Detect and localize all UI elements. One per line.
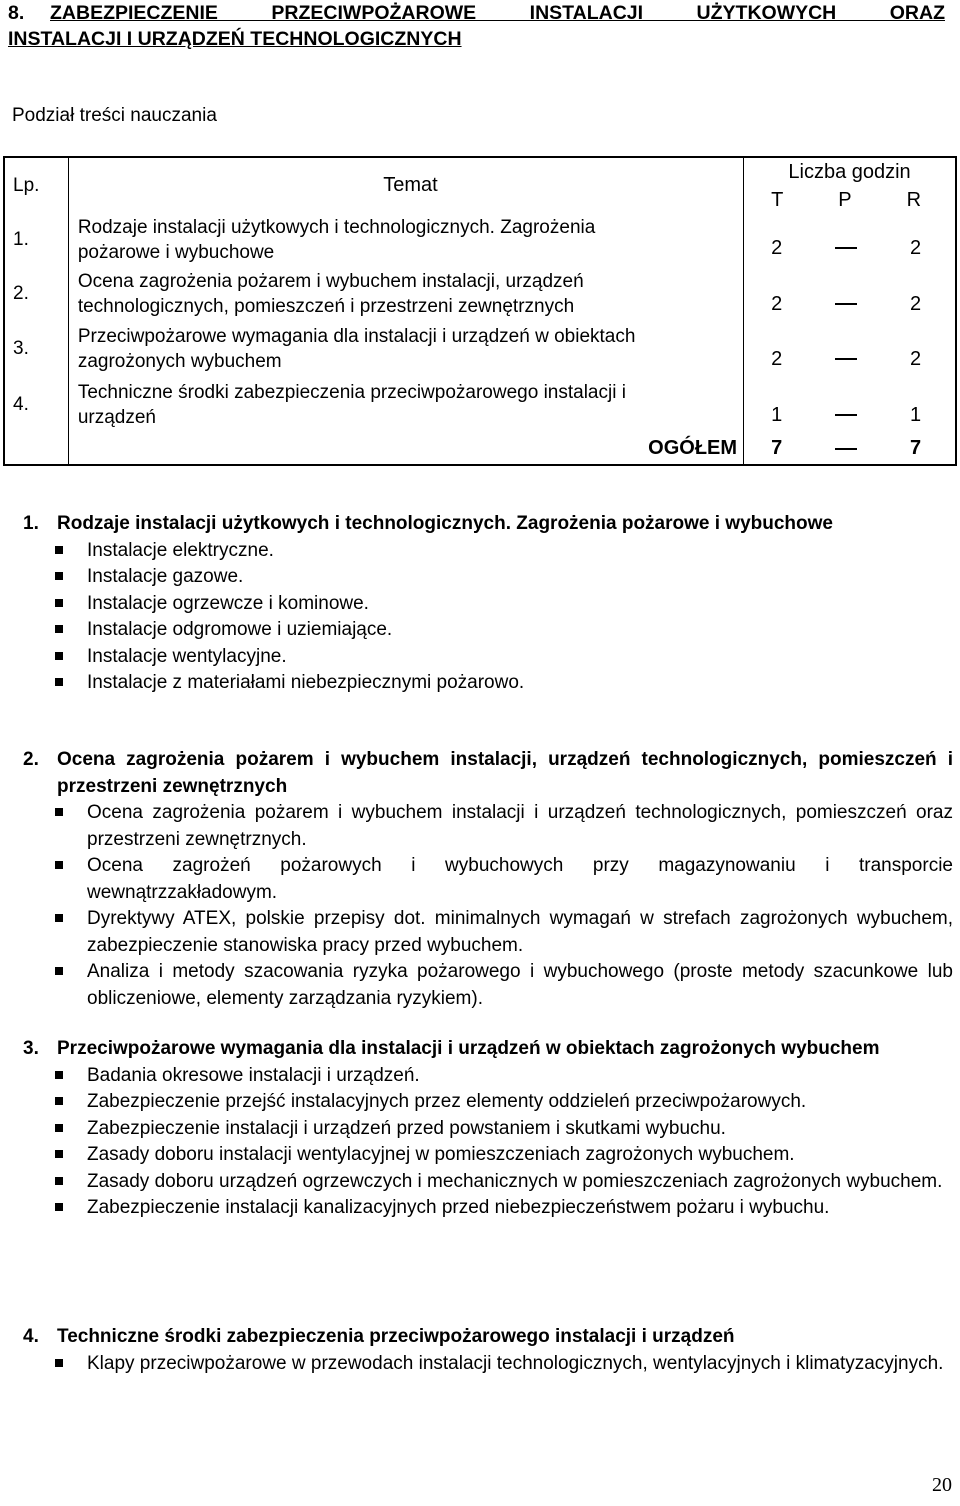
square-bullet-icon	[55, 861, 63, 869]
list-item-text: Badania okresowe instalacji i urządzeń.	[87, 1064, 420, 1086]
hours-table	[3, 156, 957, 466]
list-item-text: Zasady doboru urządzeń ogrzewczych i mechanicznych w pomieszczeniach zagrożonych wybuchem.	[87, 1170, 943, 1192]
list-item-text: Instalacje wentylacyjne.	[87, 645, 287, 667]
row-hours	[744, 377, 956, 433]
row-topic	[68, 213, 743, 267]
row-lp: 2.	[4, 267, 68, 321]
section-title-text: Ocena zagrożenia pożarem i wybuchem instalacji, urządzeń technologicznych, pomieszczeń i przestrzeni zewnętrznych	[57, 749, 953, 797]
total-label: OGÓŁEM	[68, 433, 743, 465]
section-title-text: Przeciwpożarowe wymagania dla instalacji i urządzeń w obiektach zagrożonych wybuchem	[57, 1038, 880, 1059]
list-item	[23, 959, 953, 1012]
square-bullet-icon	[55, 808, 63, 816]
row-topic	[68, 321, 743, 377]
list-item	[23, 1116, 953, 1143]
dash-mark	[835, 358, 857, 360]
list-item	[23, 1169, 953, 1196]
square-bullet-icon	[55, 1150, 63, 1158]
row-topic-line1: Techniczne środki zabezpieczenia przeciwpożarowego instalacji i	[77, 382, 626, 403]
row-topic	[68, 267, 743, 321]
row-hours-t: 2	[771, 236, 783, 259]
list-item	[23, 670, 953, 697]
list-item	[23, 644, 953, 671]
section-items	[23, 1351, 953, 1378]
total-t: 7	[771, 437, 783, 459]
table-header-row	[4, 157, 956, 187]
table-total-row	[4, 433, 956, 465]
list-item-text: Zabezpieczenie instalacji kanalizacyjnych przed niebezpieczeństwem pożaru i wybuchu.	[87, 1197, 830, 1218]
section-title	[23, 1036, 953, 1063]
row-topic-line1: Rodzaje instalacji użytkowych i technologicznych. Zagrożenia	[77, 217, 596, 238]
col-tpr-header	[744, 187, 956, 213]
square-bullet-icon	[55, 678, 63, 686]
row-hours-r: 2	[909, 347, 922, 370]
col-r-header: R	[906, 188, 922, 211]
list-item-text: Instalacje gazowe.	[87, 566, 244, 587]
square-bullet-icon	[55, 625, 63, 633]
row-topic-line1: Ocena zagrożenia pożarem i wybuchem instalacji, urządzeń	[77, 271, 584, 292]
section-items	[23, 538, 953, 697]
list-item-text: Zabezpieczenie przejść instalacyjnych przez elementy oddzieleń przeciwpożarowych.	[87, 1091, 807, 1112]
list-item-text: Instalacje odgromowe i uziemiające.	[87, 619, 393, 640]
list-item	[23, 906, 953, 959]
square-bullet-icon	[55, 1124, 63, 1132]
row-hours-t: 2	[771, 292, 783, 315]
chapter-number: 8.	[8, 2, 25, 24]
list-item	[23, 1195, 953, 1222]
chapter-title-line2: INSTALACJI I URZĄDZEŃ TECHNOLOGICZNYCH	[8, 28, 462, 50]
square-bullet-icon	[55, 1177, 63, 1185]
row-topic-line2: pożarowe i wybuchowe	[77, 242, 275, 263]
subtitle: Podział treści nauczania	[12, 105, 217, 126]
row-lp: 4.	[4, 377, 68, 433]
list-item	[23, 617, 953, 644]
list-item	[23, 564, 953, 591]
list-item-text: Instalacje z materiałami niebezpiecznymi pożarowo.	[87, 672, 525, 693]
section-3	[23, 1036, 953, 1222]
section-title	[23, 747, 953, 800]
square-bullet-icon	[55, 914, 63, 922]
section-number: 2.	[23, 749, 39, 770]
row-topic-line2: technologicznych, pomieszczeń i przestrzeni zewnętrznych	[77, 296, 575, 317]
section-title	[23, 511, 953, 538]
square-bullet-icon	[55, 967, 63, 975]
list-item	[23, 1142, 953, 1169]
square-bullet-icon	[55, 1359, 63, 1367]
row-lp: 1.	[4, 213, 68, 267]
square-bullet-icon	[55, 1097, 63, 1105]
list-item-text: Dyrektywy ATEX, polskie przepisy dot. minimalnych wymagań w strefach zagrożonych wybuchem, zabezpieczenie stanowiska pracy przed wybuchem.	[87, 908, 953, 956]
list-item	[23, 591, 953, 618]
row-hours-r: 1	[909, 403, 922, 426]
row-hours	[744, 267, 956, 321]
square-bullet-icon	[55, 1203, 63, 1211]
table-row	[4, 213, 956, 267]
list-item-text: Instalacje elektryczne.	[87, 539, 274, 561]
col-lp-header: Lp.	[4, 157, 68, 213]
section-number: 3.	[23, 1038, 39, 1059]
row-topic-line2: zagrożonych wybuchem	[77, 351, 282, 372]
row-hours-t: 2	[771, 347, 783, 370]
chapter-heading	[8, 0, 952, 52]
list-item	[23, 1063, 953, 1090]
section-title-text: Rodzaje instalacji użytkowych i technologicznych. Zagrożenia pożarowe i wybuchowe	[57, 513, 833, 534]
row-hours-t: 1	[771, 403, 783, 426]
section-number: 4.	[23, 1326, 39, 1347]
list-item	[23, 853, 953, 906]
table-row	[4, 377, 956, 433]
total-empty-cell	[4, 433, 68, 465]
row-topic	[68, 377, 743, 433]
col-hours-header: Liczba godzin	[744, 157, 956, 187]
section-title	[23, 1324, 953, 1351]
list-item-text: Klapy przeciwpożarowe w przewodach instalacji technologicznych, wentylacyjnych i klimatyzacyjnych.	[87, 1352, 944, 1374]
list-item-text: Ocena zagrożenia pożarem i wybuchem instalacji i urządzeń technologicznych, pomieszczeń oraz przestrzeni zewnętrznych.	[87, 802, 953, 850]
list-item	[23, 1089, 953, 1116]
list-item-text: Instalacje ogrzewcze i kominowe.	[87, 592, 369, 614]
section-number: 1.	[23, 513, 39, 534]
dash-mark	[835, 303, 857, 305]
row-hours-r: 2	[909, 292, 922, 315]
list-item-text: Zasady doboru instalacji wentylacyjnej w pomieszczeniach zagrożonych wybuchem.	[87, 1144, 795, 1165]
page-number: 20	[932, 1474, 952, 1496]
square-bullet-icon	[55, 1071, 63, 1079]
list-item-text: Zabezpieczenie instalacji i urządzeń przed powstaniem i skutkami wybuchu.	[87, 1117, 726, 1139]
square-bullet-icon	[55, 599, 63, 607]
row-hours	[744, 213, 956, 267]
total-hours	[744, 433, 956, 465]
row-topic-line2: urządzeń	[77, 407, 156, 428]
col-p-header: P	[838, 188, 852, 211]
row-hours	[744, 321, 956, 377]
col-topic-header: Temat	[68, 157, 743, 213]
square-bullet-icon	[55, 652, 63, 660]
dash-mark	[835, 247, 857, 249]
table-row	[4, 267, 956, 321]
section-2	[23, 747, 953, 1012]
list-item	[23, 1351, 953, 1378]
row-hours-r: 2	[909, 236, 922, 259]
col-t-header: T	[771, 188, 784, 211]
dash-mark	[835, 414, 857, 416]
row-topic-line1: Przeciwpożarowe wymagania dla instalacji i urządzeń w obiektach	[77, 326, 636, 347]
list-item-text: Ocena zagrożeń pożarowych i wybuchowych przy magazynowaniu i transporcie wewnątrzzakładowym.	[87, 855, 953, 903]
dash-mark	[835, 448, 857, 450]
section-4	[23, 1324, 953, 1377]
section-items	[23, 1063, 953, 1222]
list-item	[23, 800, 953, 853]
section-1	[23, 511, 953, 697]
table-row	[4, 321, 956, 377]
section-items	[23, 800, 953, 1012]
list-item	[23, 538, 953, 565]
section-title-text: Techniczne środki zabezpieczenia przeciwpożarowego instalacji i urządzeń	[57, 1326, 735, 1347]
square-bullet-icon	[55, 572, 63, 580]
list-item-text: Analiza i metody szacowania ryzyka pożarowego i wybuchowego (proste metody szacunkowe lub obliczeniowe, elementy zarządzania ryzykiem).	[87, 961, 953, 1009]
square-bullet-icon	[55, 546, 63, 554]
chapter-title-line1: ZABEZPIECZENIE PRZECIWPOŻAROWE INSTALACJI UŻYTKOWYCH ORAZ	[50, 2, 945, 24]
row-lp: 3.	[4, 321, 68, 377]
total-r: 7	[909, 437, 922, 459]
